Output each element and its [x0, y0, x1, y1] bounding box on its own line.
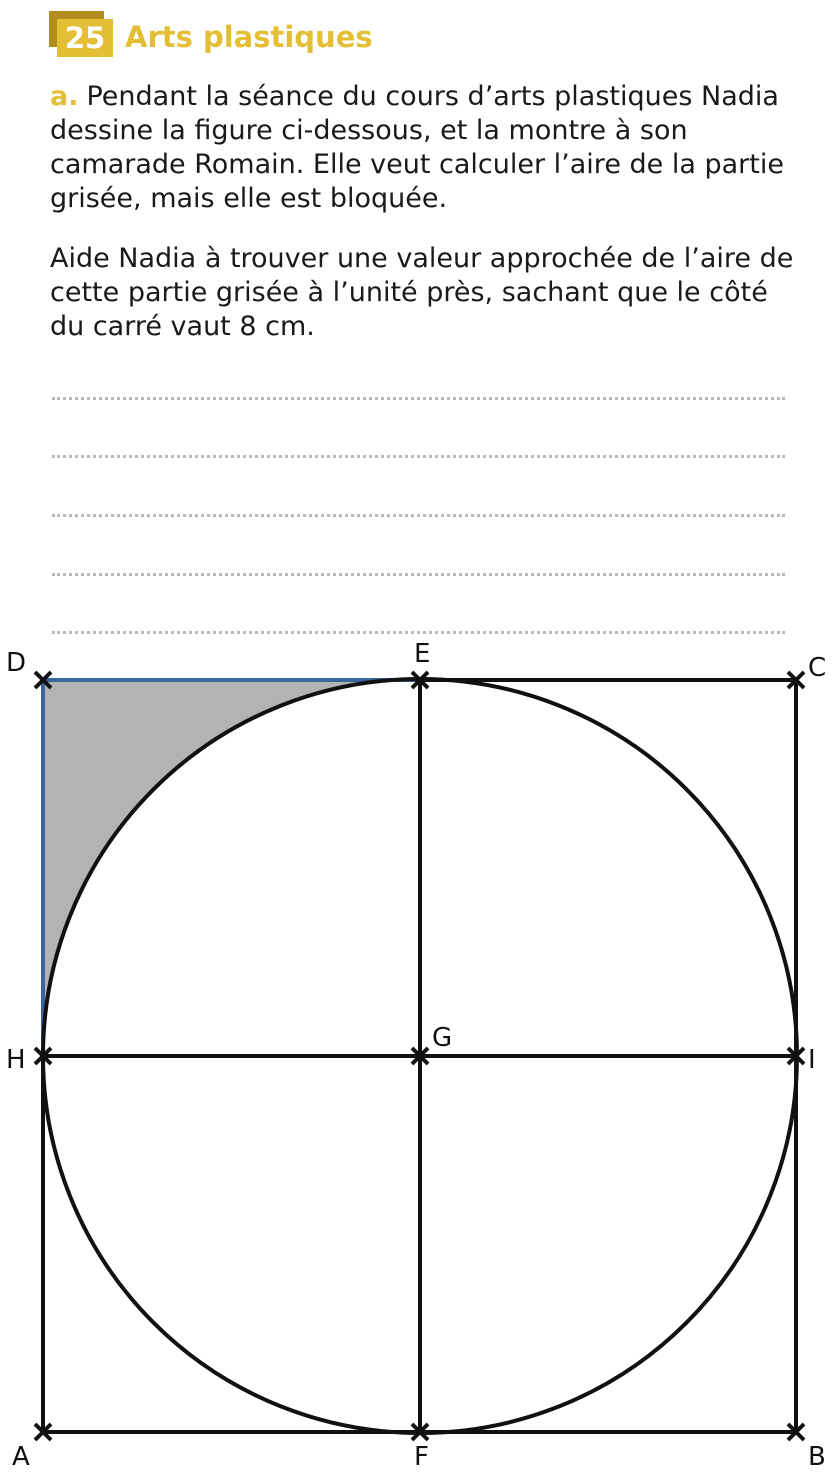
label-E: E: [414, 639, 431, 669]
label-I: I: [808, 1045, 816, 1075]
label-H: H: [6, 1045, 26, 1075]
label-F: F: [414, 1442, 429, 1472]
shaded-region: [43, 680, 420, 1056]
question-a-label: a.: [50, 81, 79, 112]
question-a-text: Pendant la séance du cours d’arts plastiques Nadia dessine la figure ci-dessous, et la montre à son camarade Romain. Elle veut calculer l’aire de la partie grisée, mais elle est bloquée.: [50, 81, 784, 214]
label-D: D: [6, 648, 27, 678]
label-A: A: [12, 1442, 30, 1472]
question-b-text: Aide Nadia à trouver une valeur approchée de l’aire de cette partie grisée à l’unité près, sachant que le côté du carré vaut 8 cm.: [50, 243, 794, 342]
exercise-title: Arts plastiques: [125, 20, 373, 54]
label-B: B: [808, 1442, 826, 1472]
label-C: C: [808, 653, 827, 683]
exercise-number: 25: [57, 19, 113, 57]
label-G: G: [432, 1023, 453, 1053]
